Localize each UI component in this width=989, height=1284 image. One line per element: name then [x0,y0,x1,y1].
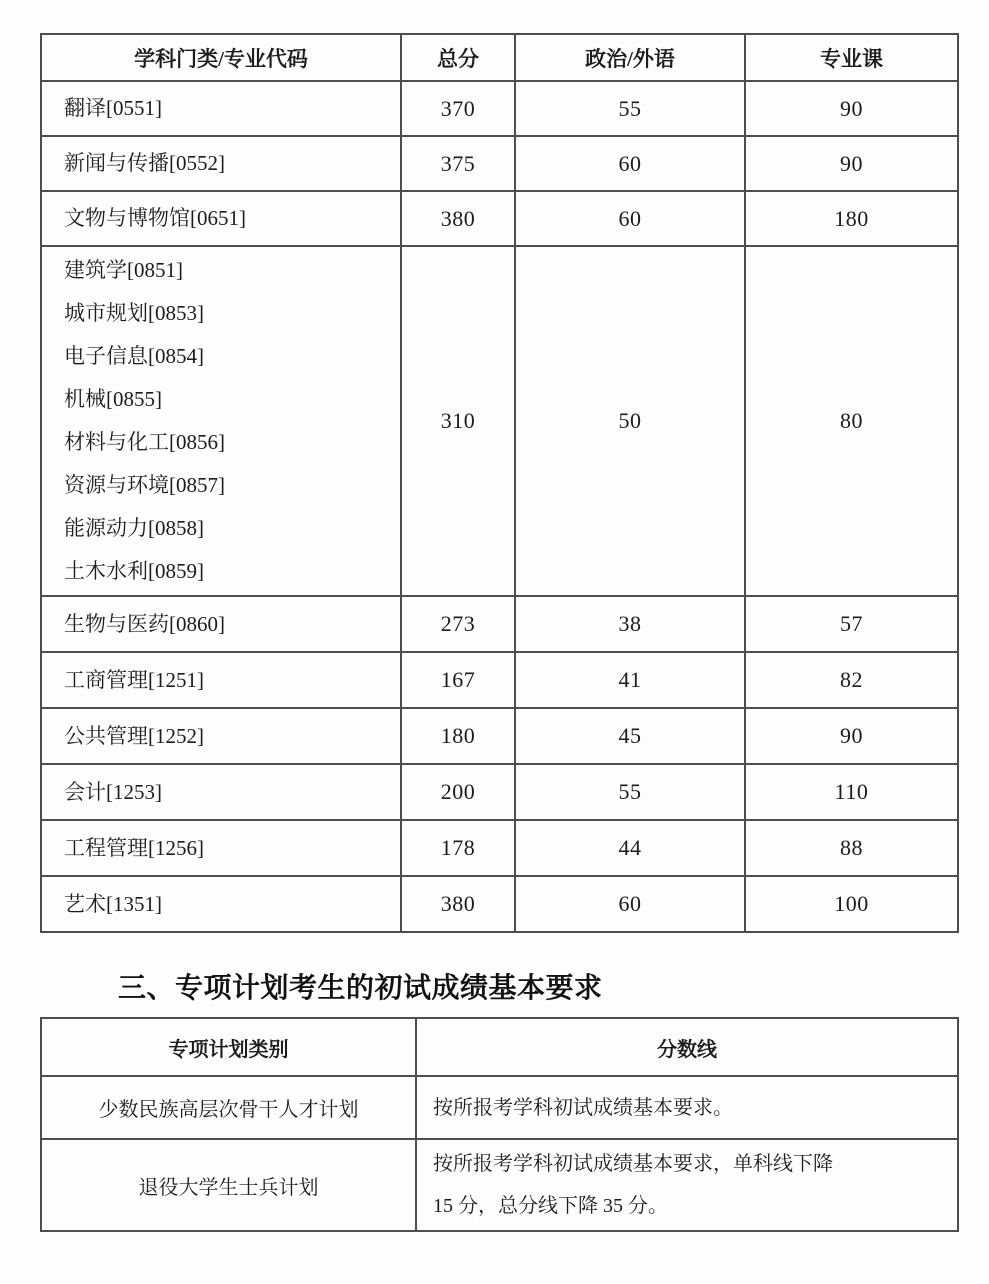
column-header-politics-foreign: 政治/外语 [515,34,745,81]
major-line: 翻译[0551] [64,96,162,120]
table-row [41,81,958,136]
table-row [41,191,958,246]
subject-cell [41,876,401,932]
professional-course-cell: 180 [745,191,958,246]
column-header-professional: 专业课 [745,34,958,81]
score-line-text: 15 分，总分线下降 35 分。 [433,1195,668,1217]
major-line: 艺术[1351] [64,891,162,916]
table-row [41,1076,958,1139]
subject-cell [41,81,401,136]
politics-foreign-cell: 50 [515,246,745,596]
major-line: 土木水利[0859] [64,559,204,583]
subject-cell [41,764,401,820]
plan-category-cell: 退役大学生士兵计划 [41,1139,416,1231]
total-score-cell: 375 [401,136,515,191]
table-row [41,136,958,191]
subject-cell [41,708,401,764]
table-header-row [41,34,958,81]
table-row-merged-engineering [41,246,958,596]
professional-course-cell: 100 [745,876,958,932]
table-row [41,708,958,764]
major-line: 材料与化工[0856] [64,430,225,454]
politics-foreign-cell: 55 [515,764,745,820]
politics-foreign-cell: 55 [515,81,745,136]
major-line: 文物与博物馆[0651] [64,206,246,230]
subject-cell [41,136,401,191]
professional-course-cell: 80 [745,246,958,596]
professional-course-cell: 90 [745,136,958,191]
major-line: 机械[0855] [64,387,162,411]
subject-cell [41,596,401,652]
professional-course-cell: 88 [745,820,958,876]
total-score-cell: 273 [401,596,515,652]
plan-category-cell: 少数民族高层次骨干人才计划 [41,1076,416,1139]
subject-cell [41,191,401,246]
column-header-score-line: 分数线 [416,1018,958,1076]
total-score-cell: 310 [401,246,515,596]
major-line: 工商管理[1251] [64,667,204,692]
column-header-plan-category: 专项计划类别 [41,1018,416,1076]
major-line: 建筑学[0851] [64,258,183,282]
table-row [41,652,958,708]
column-header-total: 总分 [401,34,515,81]
total-score-cell: 370 [401,81,515,136]
total-score-cell: 200 [401,764,515,820]
score-line-cell [416,1139,958,1231]
politics-foreign-cell: 44 [515,820,745,876]
score-line-text: 按所报考学科初试成绩基本要求，单科线下降 [433,1153,833,1175]
table-row [41,1139,958,1231]
politics-foreign-cell: 60 [515,136,745,191]
politics-foreign-cell: 38 [515,596,745,652]
politics-foreign-cell: 60 [515,191,745,246]
table-row [41,876,958,932]
major-line: 工程管理[1256] [64,835,204,860]
professional-course-cell: 110 [745,764,958,820]
politics-foreign-cell: 60 [515,876,745,932]
major-line: 能源动力[0858] [64,516,204,540]
major-line: 生物与医药[0860] [64,611,225,636]
professional-course-cell: 90 [745,81,958,136]
major-line: 城市规划[0853] [64,301,204,325]
major-line: 公共管理[1252] [64,723,204,748]
table-header-row [41,1018,958,1076]
total-score-cell: 167 [401,652,515,708]
section-heading: 三、专项计划考生的初试成绩基本要求 [118,972,603,1003]
professional-course-cell: 57 [745,596,958,652]
major-line: 会计[1253] [64,779,162,804]
major-line: 新闻与传播[0552] [64,151,225,175]
table-row [41,764,958,820]
score-requirements-table [40,33,959,933]
politics-foreign-cell: 41 [515,652,745,708]
subject-cell [41,652,401,708]
table-row [41,820,958,876]
professional-course-cell: 90 [745,708,958,764]
score-line-text: 按所报考学科初试成绩基本要求。 [433,1096,733,1119]
total-score-cell: 380 [401,876,515,932]
professional-course-cell: 82 [745,652,958,708]
table-row [41,596,958,652]
special-plan-table [40,1017,959,1232]
major-line: 资源与环境[0857] [64,473,225,497]
subject-cell [41,246,401,596]
total-score-cell: 180 [401,708,515,764]
total-score-cell: 178 [401,820,515,876]
politics-foreign-cell: 45 [515,708,745,764]
total-score-cell: 380 [401,191,515,246]
score-line-cell [416,1076,958,1139]
major-line: 电子信息[0854] [64,344,204,368]
column-header-subject: 学科门类/专业代码 [41,34,401,81]
subject-cell [41,820,401,876]
